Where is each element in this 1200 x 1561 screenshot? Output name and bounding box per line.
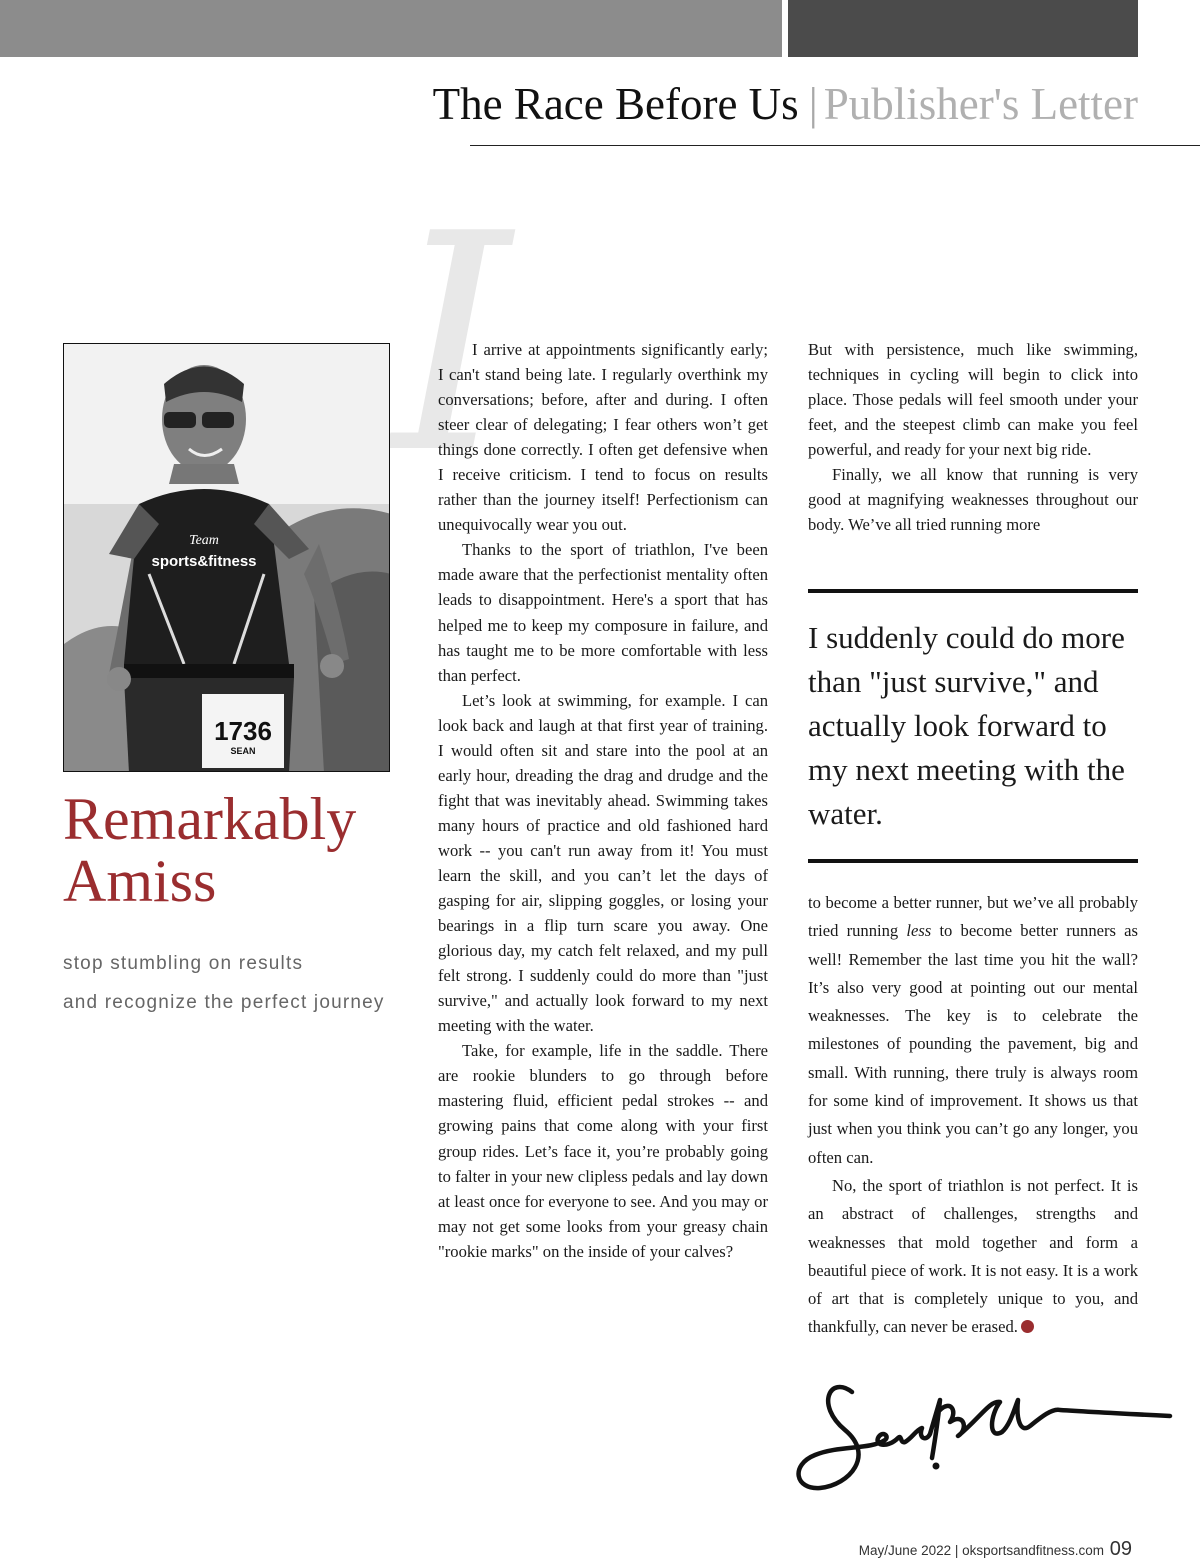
bib-number: 1736 (214, 716, 272, 746)
header-bar-right (788, 0, 1138, 57)
bib-name: SEAN (230, 746, 256, 756)
signature-image (790, 1370, 1175, 1500)
paragraph-text: to become better runners as well! Remember the last time you hit the wall? It’s also very good at pointing out our mental weaknesses. The key is to celebrate the milestones of pounding the pavement, big and small. With running, there truly is always room for some kind of improvement. It shows us that just when you think you can’t go any longer, you often can. (808, 921, 1138, 1167)
end-mark-icon (1021, 1320, 1034, 1333)
paragraph: Let’s look at swimming, for example. I can look back and laugh at that first year of training. I would often sit and stare into the pool at an early hour, dreading the drag and drudge and the fight that was inevitably ahead. Swimming takes many hours of practice and old fashioned hard work -- you can't run away from it! You must learn the skill, and you can’t let the days of gasping for air, slipping goggles, or losing your bearings in a flip turn scare you away. One glorious day, my catch felt relaxed, and my pull felt strong. I suddenly could do more than "just survive," and actually look forward to my next meeting with the water. (438, 690, 768, 1036)
emphasis-text: less (906, 921, 932, 941)
article-title-line1: Remarkably (63, 786, 357, 852)
paragraph: Take, for example, life in the saddle. There are rookie blunders to go through before mastering fluid, efficient pedal strokes -- and growing pains that come along with your first group rides. Let’s face it, you’re probably going to falter in your new clipless pedals and lay down at least once for everyone to see. And you may or may not get some looks from your greasy chain "rookie marks" on the inside of your calves? (438, 1041, 768, 1261)
pull-quote: I suddenly could do more than "just survive," and actually look forward to my next meeting with the water. (808, 620, 1125, 831)
paragraph (808, 1172, 1138, 1342)
article-title (63, 788, 356, 912)
paragraph: Finally, we all know that running is very good at magnifying weaknesses throughout our body. We’ve all tried running more (808, 465, 1138, 535)
author-photo (63, 343, 390, 772)
pull-quote-rule-top (808, 589, 1138, 593)
page-header (433, 78, 1138, 130)
article-subtitle-line1: stop stumbling on results (63, 953, 304, 974)
body-column-2-top (808, 337, 1138, 537)
header-bar-left (0, 0, 782, 57)
drop-cap: I (392, 170, 511, 519)
article-title-line2: Amiss (63, 848, 217, 914)
shirt-text-team: Team (189, 533, 219, 548)
website-link[interactable]: oksportsandfitness.com (962, 1543, 1104, 1558)
article-subtitle-line2: and recognize the perfect journey (63, 992, 385, 1013)
header-title: The Race Before Us (432, 79, 799, 129)
paragraph-text: to become a better runner, but we’ve all probably tried running (808, 893, 1138, 941)
body-column-1 (438, 337, 768, 1264)
body-column-2-bottom (808, 889, 1138, 1342)
paragraph: I arrive at appointments significantly early; I can't stand being late. I regularly overthink my conversations; before, after and during. I often steer clear of delegating; I fear others won’t get things done correctly. I often get defensive when I receive criticism. I tend to focus on results rather than the journey itself! Perfectionism can unequivocally wear you out. (438, 340, 768, 535)
footer-divider: | (954, 1543, 959, 1558)
runner-illustration (64, 344, 390, 772)
paragraph: But with persistence, much like swimming, techniques in cycling will begin to click into place. Those pedals will feel smooth under your feet, and the steepest climb can make you feel powerful, and ready for your next big ride. (808, 340, 1138, 460)
header-separator: | (808, 79, 818, 129)
paragraph (808, 889, 1138, 1172)
paragraph-text: No, the sport of triathlon is not perfect. It is an abstract of challenges, strengths and weaknesses that mold together and form a beautiful piece of work. It is not easy. It is a work of art that is completely unique to you, and thankfully, can never be erased. (808, 1175, 1138, 1337)
header-section: Publisher's Letter (823, 79, 1138, 129)
issue-date: May/June 2022 (858, 1543, 952, 1558)
page-number: 09 (1109, 1538, 1132, 1560)
article-subtitle (63, 944, 385, 1022)
header-rule (470, 145, 1200, 146)
shirt-text-brand: sports&fitness (151, 553, 257, 570)
paragraph: Thanks to the sport of triathlon, I've been made aware that the perfectionist mentality often leads to disappointment. Here's a sport that has helped me to keep my composure in failure, and has taught me to be more comfortable with less than perfect. (438, 540, 768, 685)
pull-quote-rule-bottom (808, 859, 1138, 863)
